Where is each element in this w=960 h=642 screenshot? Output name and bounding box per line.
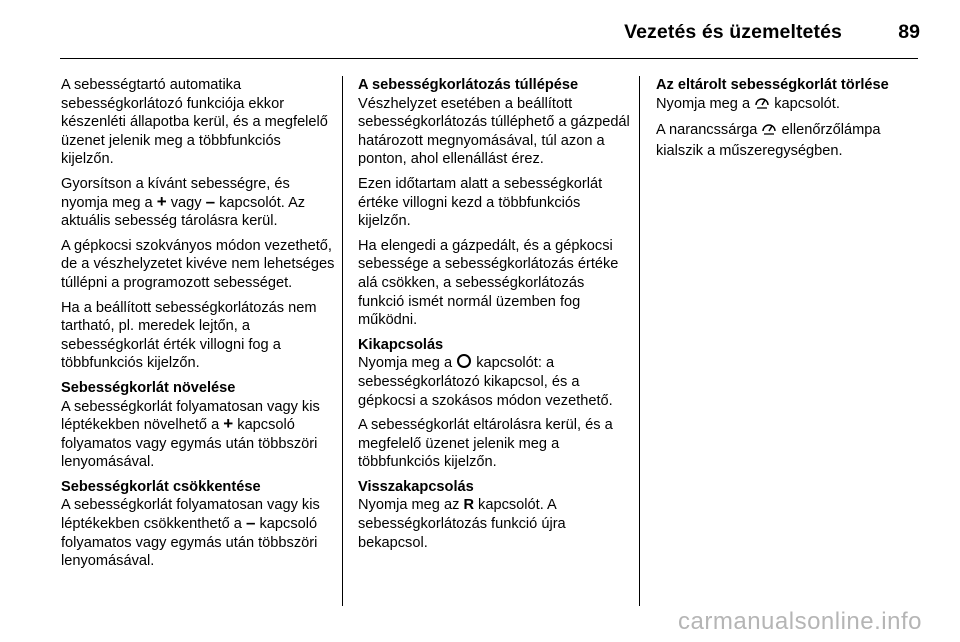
paragraph: Ezen időtartam alatt a sebességkorlát értéke villogni kezd a többfunkciós kijelzőn. xyxy=(358,175,603,230)
paragraph xyxy=(656,95,918,116)
paragraph: A sebességkorlát eltárolásra kerül, és a megfelelő üzenet jelenik meg a többfunkciós kijelzőn. xyxy=(358,417,613,471)
paragraph: Vészhelyzet esetében a beállított sebességkorlátozás túlléphető a gázpedál határozott megnyomásával, túl azon a ponton, ahol ellenállást érez. xyxy=(358,95,630,168)
text: Nyomja meg a xyxy=(656,95,755,112)
column-divider-1 xyxy=(342,76,343,606)
circle-switch-icon xyxy=(457,354,471,368)
speed-limiter-icon xyxy=(761,121,777,142)
text: kapcsolót. xyxy=(770,95,840,112)
text: kapcsoló folyamatos vagy egymás után többszöri lenyomásával. xyxy=(61,516,318,570)
heading-on: Visszakapcsolás xyxy=(358,478,474,495)
text: Gyorsítson a kívánt sebességre, és nyomja meg a xyxy=(61,175,290,211)
text: A sebességkorlát folyamatosan vagy kis léptékekben növelhető a xyxy=(61,398,320,434)
paragraph xyxy=(358,354,630,410)
resume-r-icon: R xyxy=(463,497,474,514)
text: kapcsolót. Az aktuális sebesség tárolásra kerül. xyxy=(61,194,306,230)
section-title: Vezetés és üzemeltetés xyxy=(624,21,842,43)
paragraph: Ha elengedi a gázpedált, és a gépkocsi sebessége a sebességkorlátozás értéke alá csökken, a sebességkorlátozás funkció ismét normál üzemben fog működni. xyxy=(358,237,619,329)
minus-icon: – xyxy=(245,513,256,533)
text: A sebességkorlát folyamatosan vagy kis léptékekben csökkenthető a xyxy=(61,497,320,533)
column-3 xyxy=(656,76,918,166)
column-2 xyxy=(358,76,630,558)
page-header xyxy=(0,0,960,60)
text: vagy xyxy=(166,194,206,211)
paragraph xyxy=(358,496,630,552)
plus-icon: + xyxy=(156,191,167,211)
plus-icon: + xyxy=(223,414,234,434)
heading-increase: Sebességkorlát növelése xyxy=(61,379,236,396)
heading-decrease: Sebességkorlát csökkentése xyxy=(61,478,261,495)
text: Nyomja meg a xyxy=(358,355,457,372)
minus-icon: – xyxy=(205,191,216,211)
column-1 xyxy=(61,76,336,577)
watermark: carmanualsonline.info xyxy=(678,608,922,635)
text: kapcsolót. A sebességkorlátozás funkció újra bekapcsol. xyxy=(358,497,566,551)
paragraph: A gépkocsi szokványos módon vezethető, de a vészhelyzetet kivéve nem lehetséges túllépni a programozott sebességet. xyxy=(61,237,335,291)
speed-limiter-icon xyxy=(754,95,770,116)
heading-delete: Az eltárolt sebességkorlát törlése xyxy=(656,77,889,93)
text: ellenőrzőlámpa kialszik a műszeregységben. xyxy=(656,122,881,159)
text: A narancssárga xyxy=(656,122,762,139)
column-divider-2 xyxy=(639,76,640,606)
header-divider xyxy=(60,58,918,59)
heading-exceed: A sebességkorlátozás túllépése xyxy=(358,77,579,93)
paragraph xyxy=(61,175,336,231)
heading-off: Kikapcsolás xyxy=(358,336,444,353)
text: kapcsoló folyamatos vagy egymás után többszöri lenyomásával. xyxy=(61,417,318,471)
paragraph xyxy=(656,121,918,160)
paragraph: Ha a beállított sebességkorlátozás nem tartható, pl. meredek lejtőn, a sebességkorlát érték villogni fog a többfunkciós kijelzőn. xyxy=(61,299,317,372)
text: Nyomja meg az xyxy=(358,497,464,514)
paragraph xyxy=(61,398,336,472)
page-number: 89 xyxy=(898,21,920,43)
paragraph xyxy=(61,496,336,570)
paragraph: A sebességtartó automatika sebességkorlátozó funkciója ekkor készenléti állapotba kerül, és a megfelelő üzenet jelenik meg a többfunkciós kijelzőn. xyxy=(61,77,328,168)
text: kapcsolót: a sebességkorlátozó kikapcsol, és a gépkocsi a szokásos módon vezethető. xyxy=(358,355,613,409)
